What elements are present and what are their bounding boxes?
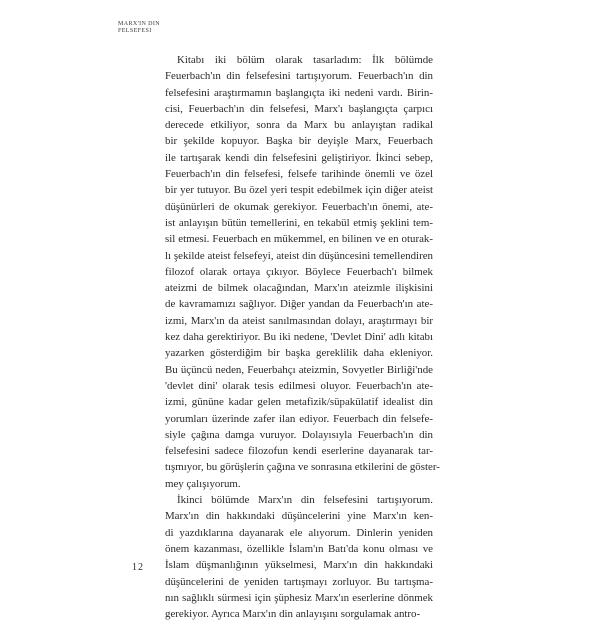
running-head-line-1: MARX'IN DIN <box>118 21 160 27</box>
text-line: derecede etkiliyor, sonra da Marx bu anlayıştan radikal <box>165 119 433 132</box>
text-line: sil etmesi. Feuerbach en mükemmel, en bilinen ve en oturak- <box>165 233 433 246</box>
text-line: kez daha gerektiriyor. Bu iki nedene, 'Devlet Dini' adlı kitabı <box>165 331 433 344</box>
text-line: düşünürleri de okumak gerekiyor. Feuerbach'ın önemi, ate- <box>165 200 433 213</box>
text-line: mey çalışıyorum. <box>165 477 241 490</box>
text-line: felsefesini araştırmamın başlangıçta iki nedeni vardı. Birin- <box>165 86 433 99</box>
text-line: Kitabı iki bölüm olarak tasarladım: İlk bölümde <box>177 54 433 66</box>
body-text <box>165 52 440 622</box>
text-line: düşüncelerini de yeniden tartışmayı zorluyor. Bu tartışma- <box>165 575 433 588</box>
text-line: Bu üçüncü neden, Feuerbahçı ateizmin, Sovyetler Birliği'nde <box>165 363 433 376</box>
text-line: Feuerbach'ın din felsefesini tartışıyorum. Feuerbach'ın din <box>165 70 433 83</box>
text-line: izmi, Marx'ın da ateist sanılmasından dolayı, araştırmayı bir <box>165 314 433 327</box>
running-head <box>118 21 160 35</box>
text-line: tışmıyor, bu görüşlerin çağına ve sonrasına etkilerini de göster- <box>165 461 440 474</box>
text-line: di yazdıklarına dayanarak ele alıyorum. Dinlerin yeniden <box>165 526 433 539</box>
text-line: lı şekilde ateist felsefeyi, ateist din düşüncesini temellendiren <box>165 249 433 262</box>
text-line: yorumları üzerinde zafer ilan ediyor. Feuerbach din felsefe- <box>165 412 433 425</box>
text-line: Marx'ın din hakkındaki düşüncelerini yine Marx'ın ken- <box>165 510 433 523</box>
text-line: bir şekilde kopuyor. Başka bir deyişle Marx, Feuerbach <box>165 135 433 148</box>
page-number: 12 <box>132 562 144 573</box>
text-line: önem kazanması, özellikle İslam'ın Batı'da konu olması ve <box>165 542 433 555</box>
text-line: felsefesini sadece filozofun kendi eserlerine dayanarak tar- <box>165 445 433 458</box>
text-line: ist anlayışın bütün temellerini, en tekabül etmiş şeklini tem- <box>165 216 433 229</box>
text-line: cisi, Feuerbach'ın din felsefesi, Marx'ı başlangıçta çarpıcı <box>165 102 433 115</box>
text-line: ateizmi de bilmek olacağından, Marx'ın ateizmle ilişkisini <box>165 282 433 295</box>
text-line: İkinci bölümde Marx'ın din felsefesini tartışıyorum. <box>177 494 433 507</box>
text-line: filozof olarak ortaya çıkıyor. Böylece Feuerbach'ı bilmek <box>165 265 433 278</box>
text-line: nın sağlıklı sürmesi için şüphesiz Marx'ın eserlerine dönmek <box>165 591 433 604</box>
text-line: siyle çağına damga vuruyor. Dolayısıyla Feuerbach'ın din <box>165 428 433 441</box>
running-head-line-2: FELSEFESI <box>118 28 152 34</box>
text-line: yazarken gösterdiğim bir başka gereklilik daha ekleniyor. <box>165 347 433 360</box>
text-line: İslam düşmanlığının yükselmesi, Marx'ın din hakkındaki <box>165 559 433 572</box>
text-line: ile tartışarak kendi din felsefesini geliştiriyor. İkinci sebep, <box>165 151 433 164</box>
text-line: izmi, gününe kadar gelen metafizik/süpakülatif idealist din <box>165 396 433 409</box>
text-line: de kavramamızı sağlıyor. Diğer yandan da Feuerbach'ın ate- <box>165 298 433 311</box>
text-line: gerekiyor. Ayrıca Marx'ın din anlayışını sorgulamak antro- <box>165 608 421 621</box>
text-line: Feuerbach'ın din felsefesi, felsefe tarihinde önemli ve özel <box>165 168 433 181</box>
text-line: bir yer tutuyor. Bu özel yeri tespit edebilmek için diğer ateist <box>165 184 433 197</box>
text-line: 'devlet dini' olarak tesis edilmesi oluyor. Feuerbach'ın ate- <box>165 379 433 392</box>
